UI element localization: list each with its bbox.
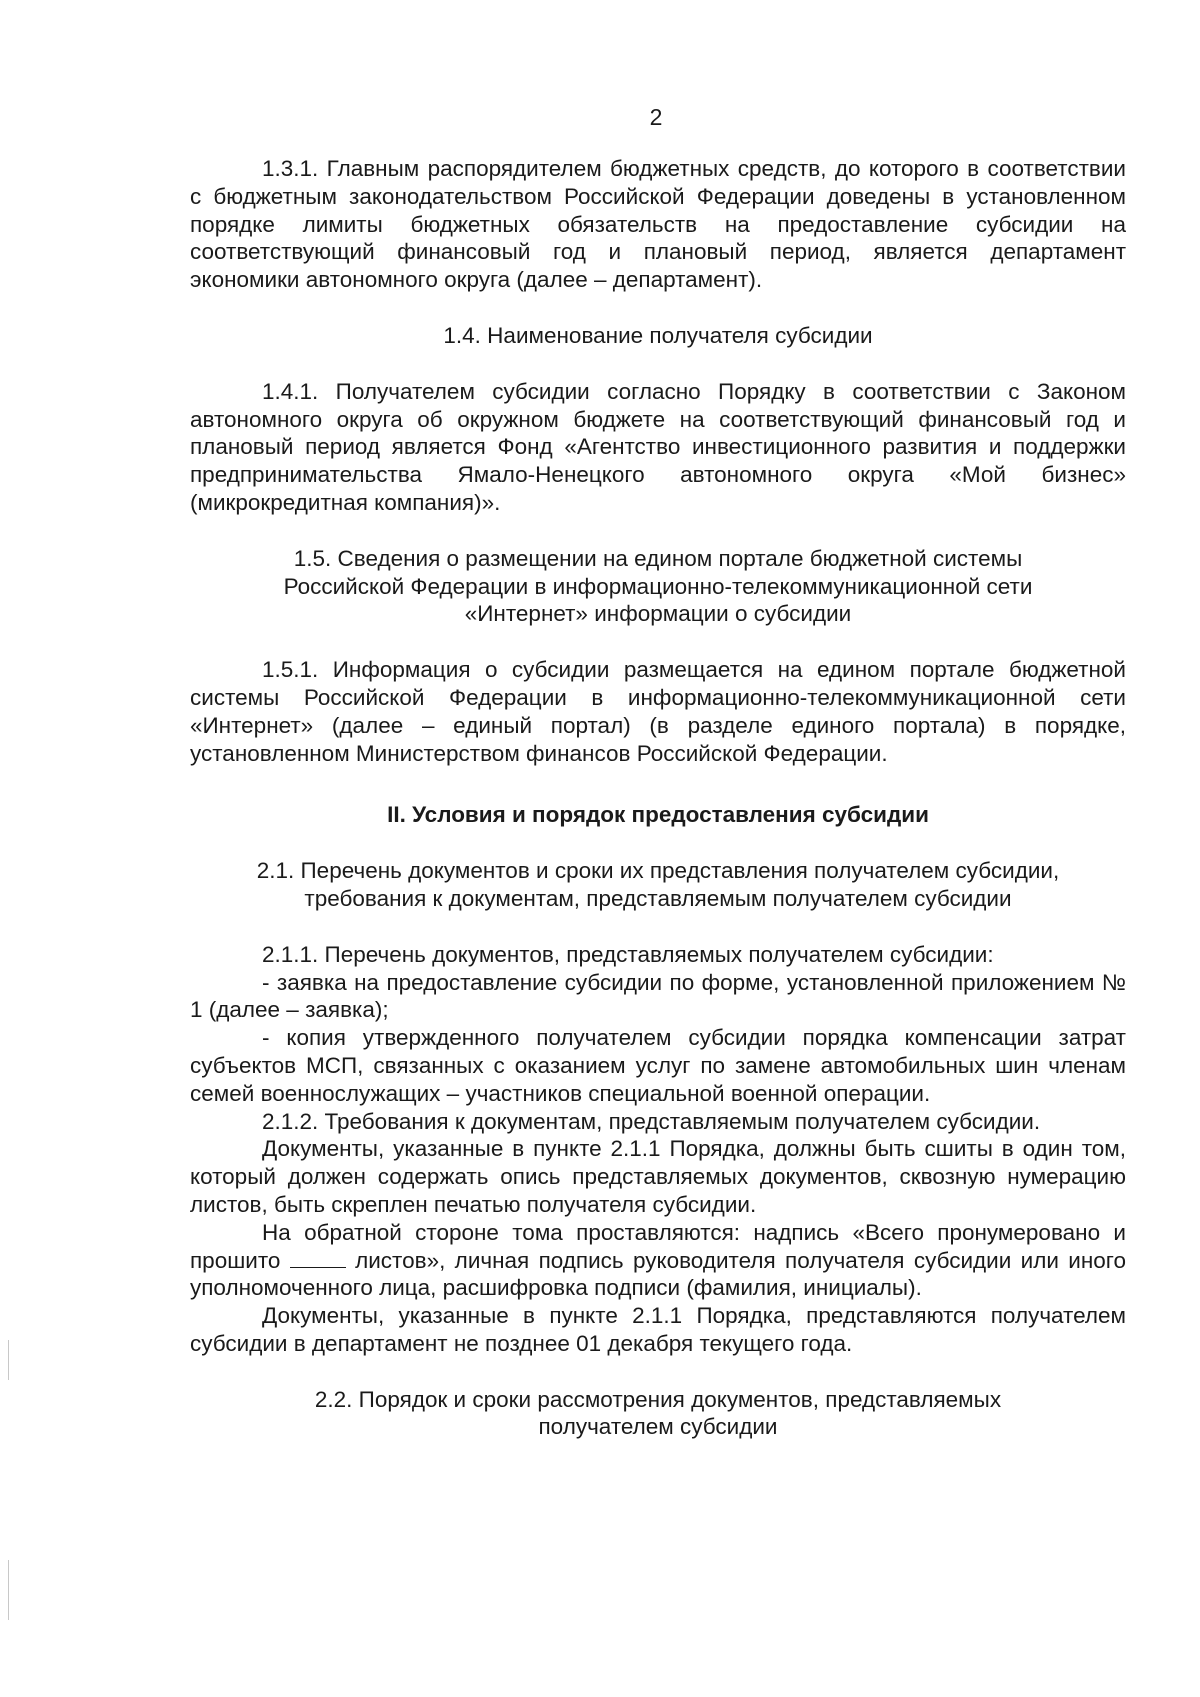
chapter-heading-ii: II. Условия и порядок предоставления субсидии	[387, 802, 929, 828]
text-fragment: листов», личная подпись руководителя получателя субсидии или иного уполномоченного лица, расшифровка подписи (фамилия, инициалы).	[190, 1247, 1126, 1301]
paragraph-2-1-2: 2.1.2. Требования к документам, представляемым получателем субсидии.	[262, 1108, 1041, 1134]
paragraph-1-3-1: 1.3.1. Главным распорядителем бюджетных средств, до которого в соответствии с бюджетным законодательством Российской Федерации доведены в установленном порядке лимиты бюджетных обязательств на предоставление субсидии на соответствующий финансовый год и плановый период, является департамент экономики автономного округа (далее – департамент).	[190, 156, 1126, 293]
paragraph-1-4-1: 1.4.1. Получателем субсидии согласно Порядку в соответствии с Законом автономного округа об окружном бюджете на соответствующий финансовый год и плановый период является Фонд «Агентство инвестиционного развития и поддержки предпринимательства Ямало-Ненецкого автономного округа «Мой бизнес» (микрокредитная компания)».	[190, 378, 1126, 515]
paragraph-2-1-1: 2.1.1. Перечень документов, представляемых получателем субсидии:	[262, 941, 994, 967]
paragraph-documents-bound: Документы, указанные в пункте 2.1.1 Порядка, должны быть сшиты в один том, который должен содержать опись представляемых документов, сквозную нумерацию листов, быть скреплен печатью получателя субсидии.	[190, 1136, 1126, 1217]
paragraph-reverse-side	[190, 1219, 1126, 1302]
page-number: 2	[649, 104, 663, 130]
section-heading-2-1	[190, 857, 1126, 913]
paragraph-1-5-1: 1.5.1. Информация о субсидии размещается на едином портале бюджетной системы Российской Федерации в информационно-телекоммуникационной сети «Интернет» (далее – единый портал) (в разделе единого портала) в порядке, установленном Министерством финансов Российской Федерации.	[190, 657, 1126, 766]
paragraph-deadline: Документы, указанные в пункте 2.1.1 Порядка, представляются получателем субсидии в департамент не позднее 01 декабря текущего года.	[190, 1303, 1126, 1356]
section-heading-1-4: 1.4. Наименование получателя субсидии	[443, 322, 873, 348]
document-body	[190, 155, 1126, 1441]
heading-line: требования к документам, представляемым получателем субсидии	[304, 885, 1012, 911]
heading-line: 1.5. Сведения о размещении на едином портале бюджетной системы	[293, 545, 1023, 571]
heading-line: Российской Федерации в информационно-телекоммуникационной сети	[283, 573, 1033, 599]
scan-edge-mark	[8, 1560, 9, 1620]
heading-line: 2.2. Порядок и сроки рассмотрения документов, представляемых	[314, 1386, 1002, 1412]
heading-line: получателем субсидии	[538, 1414, 778, 1440]
section-heading-2-2	[190, 1386, 1126, 1442]
blank-line	[290, 1249, 346, 1268]
list-item-procedure-copy: - копия утвержденного получателем субсидии порядка компенсации затрат субъектов МСП, связанных с оказанием услуг по замене автомобильных шин членам семей военнослужащих – участников специальной военной операции.	[190, 1025, 1126, 1106]
heading-line: «Интернет» информации о субсидии	[464, 601, 852, 627]
section-heading-1-5	[190, 545, 1126, 628]
list-item-application: - заявка на предоставление субсидии по форме, установленной приложением № 1 (далее – заявка);	[190, 969, 1126, 1023]
heading-line: 2.1. Перечень документов и сроки их представления получателем субсидии,	[256, 858, 1060, 884]
text-fragment: На обратной стороне тома проставляются: надпись «Всего пронумеровано и прошито	[190, 1219, 1126, 1273]
scan-edge-mark	[8, 1340, 9, 1380]
